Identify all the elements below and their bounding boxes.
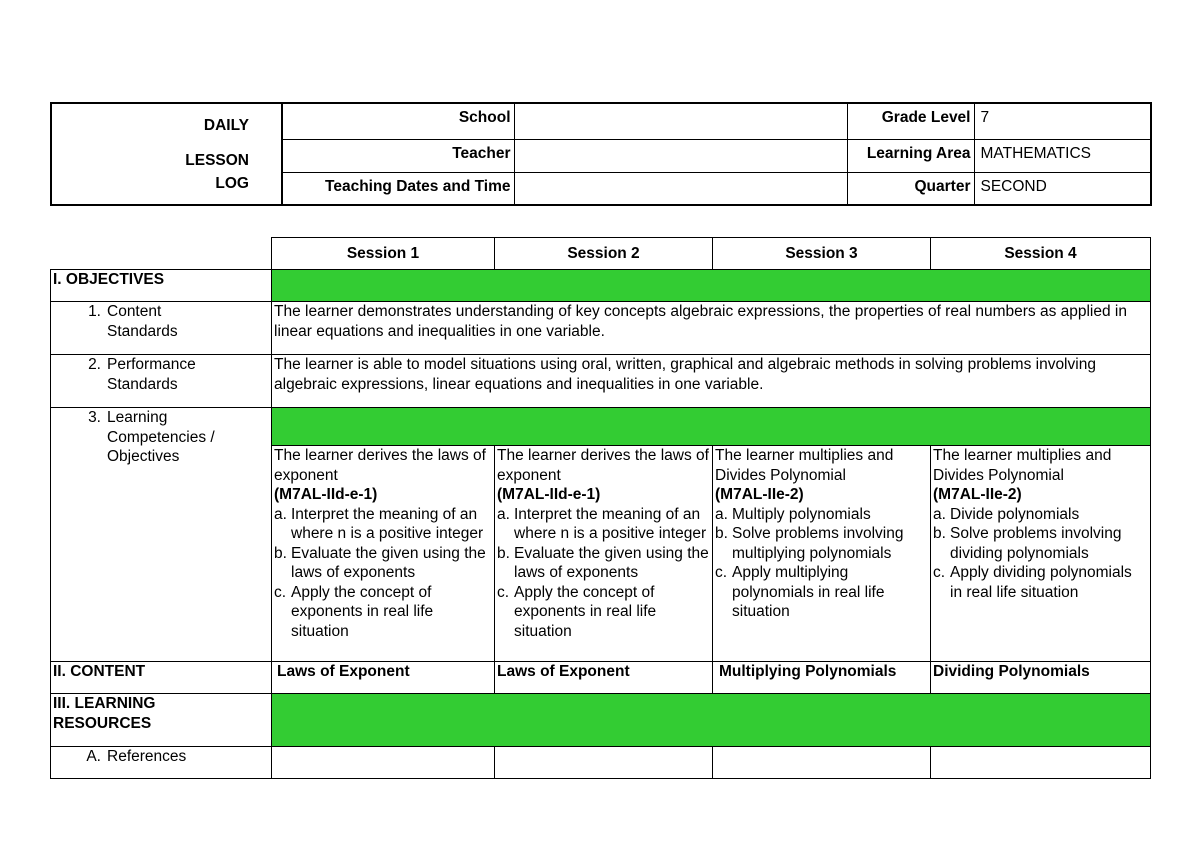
competencies-band <box>272 408 1151 446</box>
list-item: b. Solve problems involving dividing polynomials <box>933 525 1122 562</box>
list-item: c. Apply dividing polynomials in real life situation <box>933 564 1132 601</box>
lesson-log-header <box>50 102 1152 206</box>
label-line: Competencies / <box>107 428 215 446</box>
heading-line: III. LEARNING <box>53 695 156 712</box>
performance-standards-label <box>51 355 272 408</box>
content-cell: Laws of Exponent <box>272 662 495 694</box>
label-line: Objectives <box>107 448 180 465</box>
document-title <box>51 103 282 205</box>
session-header: Session 2 <box>495 238 713 270</box>
item-number: 2. <box>88 356 101 373</box>
objectives-heading: I. OBJECTIVES <box>51 270 272 302</box>
competency-intro: The learner derives the laws of exponent <box>274 447 486 484</box>
content-cell: Dividing Polynomials <box>931 662 1151 694</box>
competency-cell <box>495 446 713 662</box>
references-cell[interactable] <box>272 747 495 779</box>
performance-standards-text: The learner is able to model situations using oral, written, graphical and algebraic methods in solving problems involving algebraic expressions, linear equations and inequalities in one variable. <box>272 355 1151 408</box>
competency-intro: The learner multiplies and Divides Polynomial <box>715 447 894 484</box>
references-label <box>51 747 272 779</box>
session-header: Session 3 <box>713 238 931 270</box>
content-standards-label <box>51 302 272 355</box>
session-header: Session 4 <box>931 238 1151 270</box>
competency-cell <box>931 446 1151 662</box>
label-line: Performance <box>107 356 196 373</box>
list-item: c. Apply the concept of exponents in real life situation <box>497 583 657 640</box>
content-cell: Laws of Exponent <box>495 662 713 694</box>
label-line: Standards <box>107 375 178 393</box>
objectives-band <box>272 270 1151 302</box>
grade-level-field[interactable]: 7 <box>974 103 1151 139</box>
list-item: b. Evaluate the given using the laws of exponents <box>497 544 709 581</box>
list-item: c. Apply multiplying polynomials in real life situation <box>715 564 885 620</box>
item-number: A. <box>86 748 101 765</box>
list-item: a. Interpret the meaning of an where n is a positive integer <box>274 505 484 542</box>
references-cell[interactable] <box>713 747 931 779</box>
competency-code: (M7AL-IId-e-1) <box>497 486 601 503</box>
learning-resources-heading <box>51 694 272 747</box>
list-item: a. Multiply polynomials <box>715 505 871 523</box>
label-line: Content <box>107 303 162 320</box>
school-label: School <box>282 103 514 139</box>
item-number: 3. <box>88 409 101 426</box>
label-line: Standards <box>107 322 178 340</box>
session-header: Session 1 <box>272 238 495 270</box>
competency-code: (M7AL-IId-e-1) <box>274 486 378 503</box>
teaching-dates-field[interactable] <box>514 172 847 205</box>
references-cell[interactable] <box>931 747 1151 779</box>
competency-code: (M7AL-IIe-2) <box>933 486 1022 503</box>
list-item: c. Apply the concept of exponents in real life situation <box>274 583 434 640</box>
corner-cell <box>51 238 272 270</box>
quarter-field[interactable]: SECOND <box>974 172 1151 205</box>
competency-cell <box>713 446 931 662</box>
learning-area-field[interactable]: MATHEMATICS <box>974 139 1151 172</box>
item-number: 1. <box>88 303 101 320</box>
list-item: a. Interpret the meaning of an where n is a positive integer <box>497 505 707 542</box>
teacher-field[interactable] <box>514 139 847 172</box>
heading-line: RESOURCES <box>53 714 152 732</box>
list-item: b. Evaluate the given using the laws of exponents <box>274 544 486 581</box>
competency-intro: The learner derives the laws of exponent <box>497 447 709 484</box>
competency-cell <box>272 446 495 662</box>
title-line-3: LOG <box>215 174 249 192</box>
content-standards-text: The learner demonstrates understanding of key concepts algebraic expressions, the properties of real numbers as applied in linear equations and inequalities in one variable. <box>272 302 1151 355</box>
label-line: Learning <box>107 409 168 426</box>
title-line-2: LESSON <box>185 151 249 169</box>
competency-code: (M7AL-IIe-2) <box>715 486 804 503</box>
learning-area-label: Learning Area <box>847 139 974 172</box>
grade-level-label: Grade Level <box>847 103 974 139</box>
teacher-label: Teacher <box>282 139 514 172</box>
content-heading: II. CONTENT <box>51 662 272 694</box>
references-cell[interactable] <box>495 747 713 779</box>
competency-intro: The learner multiplies and Divides Polynomial <box>933 447 1112 484</box>
teaching-dates-label: Teaching Dates and Time <box>282 172 514 205</box>
lesson-plan-table <box>50 237 1151 779</box>
learning-resources-band <box>272 694 1151 747</box>
list-item: a. Divide polynomials <box>933 505 1080 523</box>
title-line-1: DAILY <box>203 116 249 134</box>
list-item: b. Solve problems involving multiplying polynomials <box>715 525 904 562</box>
school-field[interactable] <box>514 103 847 139</box>
learning-competencies-label <box>51 408 272 662</box>
content-cell: Multiplying Polynomials <box>713 662 931 694</box>
label-line: References <box>107 748 187 765</box>
quarter-label: Quarter <box>847 172 974 205</box>
